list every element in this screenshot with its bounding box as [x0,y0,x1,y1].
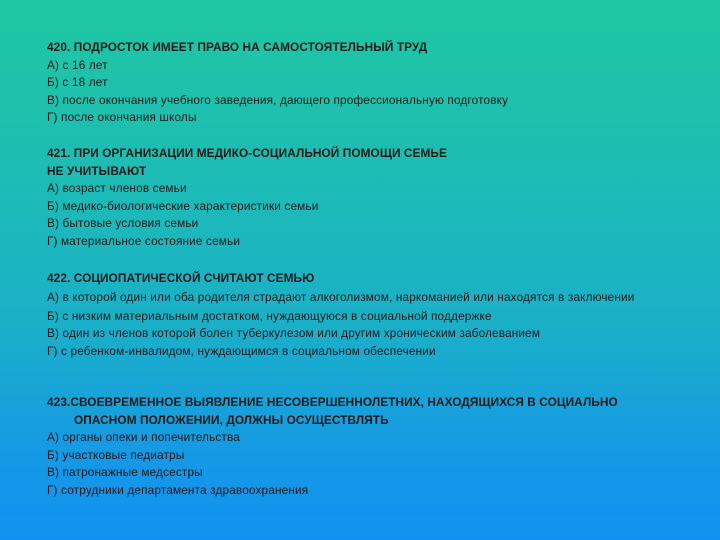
answer-option-a: А) в которой один или оба родителя страдают алкоголизмом, наркоманией или находятся в заключении [47,289,635,304]
question-title: 420. ПОДРОСТОК ИМЕЕТ ПРАВО НА САМОСТОЯТЕЛЬНЫЙ ТРУД [47,40,428,54]
question-423 [47,394,667,499]
question-title: 421. ПРИ ОРГАНИЗАЦИИ МЕДИКО-СОЦИАЛЬНОЙ ПОМОЩИ СЕМЬЕ [47,146,447,160]
question-title: 422. СОЦИОПАТИЧЕСКОЙ СЧИТАЮТ СЕМЬЮ [47,271,315,285]
answer-option-b: Б) участковые педиатры [47,447,185,462]
answer-option-c: В) после окончания учебного заведения, дающего профессиональную подготовку [47,92,509,107]
answer-option-d: Г) после окончания школы [47,110,197,125]
question-421 [47,145,447,250]
question-422 [47,270,647,360]
answer-option-b: Б) с 18 лет [47,75,108,90]
answer-option-b: Б) с низким материальным достатком, нуждающуюся в социальной поддержке [47,308,492,323]
question-420 [47,39,508,127]
answer-option-d: Г) сотрудники департамента здравоохранения [47,482,309,497]
answer-option-a: А) органы опеки и попечительства [47,430,240,444]
answer-option-c: В) патронажные медсестры [47,465,203,480]
answer-option-d: Г) материальное состояние семьи [47,233,241,248]
answer-option-a: А) с 16 лет [47,57,108,72]
answer-option-a: А) возраст членов семьи [47,181,187,195]
question-title-continuation: НЕ УЧИТЫВАЮТ [47,163,147,178]
answer-option-c: В) бытовые условия семьи [47,216,199,231]
answer-option-c: В) один из членов которой болен туберкулезом или другим хроническим заболеванием [47,326,541,341]
answer-option-b: Б) медико-биологические характеристики семьи [47,198,319,213]
question-title: 423.СВОЕВРЕМЕННОЕ ВЫЯВЛЕНИЕ НЕСОВЕРШЕННОЛЕТНИХ, НАХОДЯЩИХСЯ В СОЦИАЛЬНО ОПАСНОМ ПОЛОЖЕНИИ, ДОЛЖНЫ ОСУЩЕСТВЛЯТЬ [47,395,618,427]
answer-option-d: Г) с ребенком-инвалидом, нуждающимся в социальном обеспечении [47,343,436,358]
